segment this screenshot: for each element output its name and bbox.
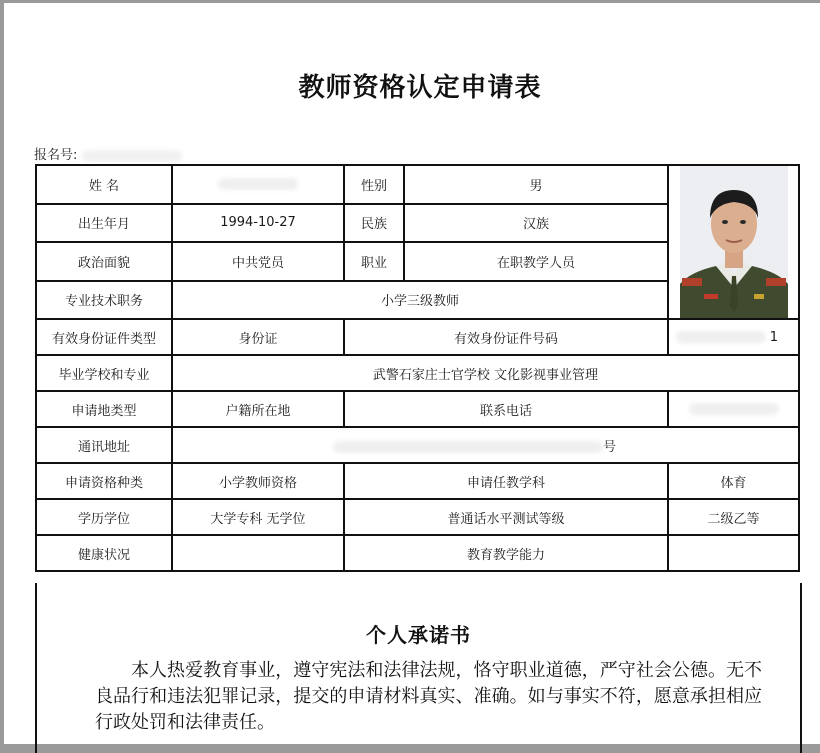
school-label: 毕业学校和专业 bbox=[36, 355, 172, 391]
address-tail: 号 bbox=[603, 439, 617, 455]
mandarin-value: 二级乙等 bbox=[668, 499, 799, 535]
redacted-id-number bbox=[676, 331, 766, 343]
teaching-ability-value bbox=[668, 535, 799, 571]
school-value: 武警石家庄士官学校 文化影视事业管理 bbox=[172, 355, 799, 391]
pledge-body: 本人热爱教育事业，遵守宪法和法律法规，恪守职业道德，严守社会公德。无不良品行和违法犯罪记录，提交的申请材料真实、准确。如与事实不符，愿意承担相应行政处罚和法律责任。 bbox=[95, 660, 762, 733]
id-type-value: 身份证 bbox=[172, 319, 344, 355]
table-row bbox=[36, 165, 799, 204]
address-label: 通讯地址 bbox=[36, 427, 172, 463]
health-label: 健康状况 bbox=[36, 535, 172, 571]
form-title: 教师资格认定申请表 bbox=[298, 73, 542, 103]
table-row bbox=[36, 319, 799, 355]
political-label: 政治面貌 bbox=[36, 242, 172, 281]
redacted-address bbox=[333, 441, 603, 453]
title-label: 专业技术职务 bbox=[36, 281, 172, 320]
phone-value bbox=[668, 391, 799, 427]
redacted-name bbox=[218, 178, 298, 190]
political-value: 中共党员 bbox=[172, 242, 344, 281]
applicant-photo bbox=[680, 166, 788, 318]
subject-value: 体育 bbox=[668, 463, 799, 499]
name-label: 姓 名 bbox=[36, 165, 172, 204]
table-row bbox=[36, 355, 799, 391]
education-label: 学历学位 bbox=[36, 499, 172, 535]
address-value bbox=[172, 427, 799, 463]
apply-type-value: 户籍所在地 bbox=[172, 391, 344, 427]
portrait-illustration bbox=[680, 166, 788, 318]
document-page bbox=[4, 3, 820, 744]
occupation-label: 职业 bbox=[344, 242, 404, 281]
photo-cell bbox=[668, 165, 799, 319]
ethnicity-value: 汉族 bbox=[404, 204, 668, 243]
redacted-registration-number bbox=[82, 150, 182, 162]
table-row bbox=[36, 535, 799, 571]
gender-value: 男 bbox=[404, 165, 668, 204]
ethnicity-label: 民族 bbox=[344, 204, 404, 243]
registration-label: 报名号: bbox=[34, 148, 78, 163]
birth-value: 1994-10-27 bbox=[172, 204, 344, 243]
occupation-value: 在职教学人员 bbox=[404, 242, 668, 281]
mandarin-label: 普通话水平测试等级 bbox=[344, 499, 668, 535]
gender-label: 性别 bbox=[344, 165, 404, 204]
table-row bbox=[36, 427, 799, 463]
education-value: 大学专科 无学位 bbox=[172, 499, 344, 535]
table-row bbox=[36, 499, 799, 535]
subject-label: 申请任教学科 bbox=[344, 463, 668, 499]
qualification-value: 小学教师资格 bbox=[172, 463, 344, 499]
qualification-label: 申请资格种类 bbox=[36, 463, 172, 499]
apply-type-label: 申请地类型 bbox=[36, 391, 172, 427]
table-row bbox=[36, 391, 799, 427]
personal-pledge bbox=[35, 583, 802, 753]
id-number-label: 有效身份证件号码 bbox=[344, 319, 668, 355]
name-value bbox=[172, 165, 344, 204]
id-number-value bbox=[668, 319, 799, 355]
title-value: 小学三级教师 bbox=[172, 281, 668, 320]
registration-number bbox=[34, 144, 182, 163]
application-form-table bbox=[35, 164, 800, 572]
pledge-title: 个人承诺书 bbox=[366, 623, 471, 647]
health-value bbox=[172, 535, 344, 571]
table-row bbox=[36, 463, 799, 499]
redacted-phone bbox=[689, 403, 779, 415]
id-type-label: 有效身份证件类型 bbox=[36, 319, 172, 355]
birth-label: 出生年月 bbox=[36, 204, 172, 243]
teaching-ability-label: 教育教学能力 bbox=[344, 535, 668, 571]
phone-label: 联系电话 bbox=[344, 391, 668, 427]
id-number-tail: 1 bbox=[769, 329, 778, 345]
